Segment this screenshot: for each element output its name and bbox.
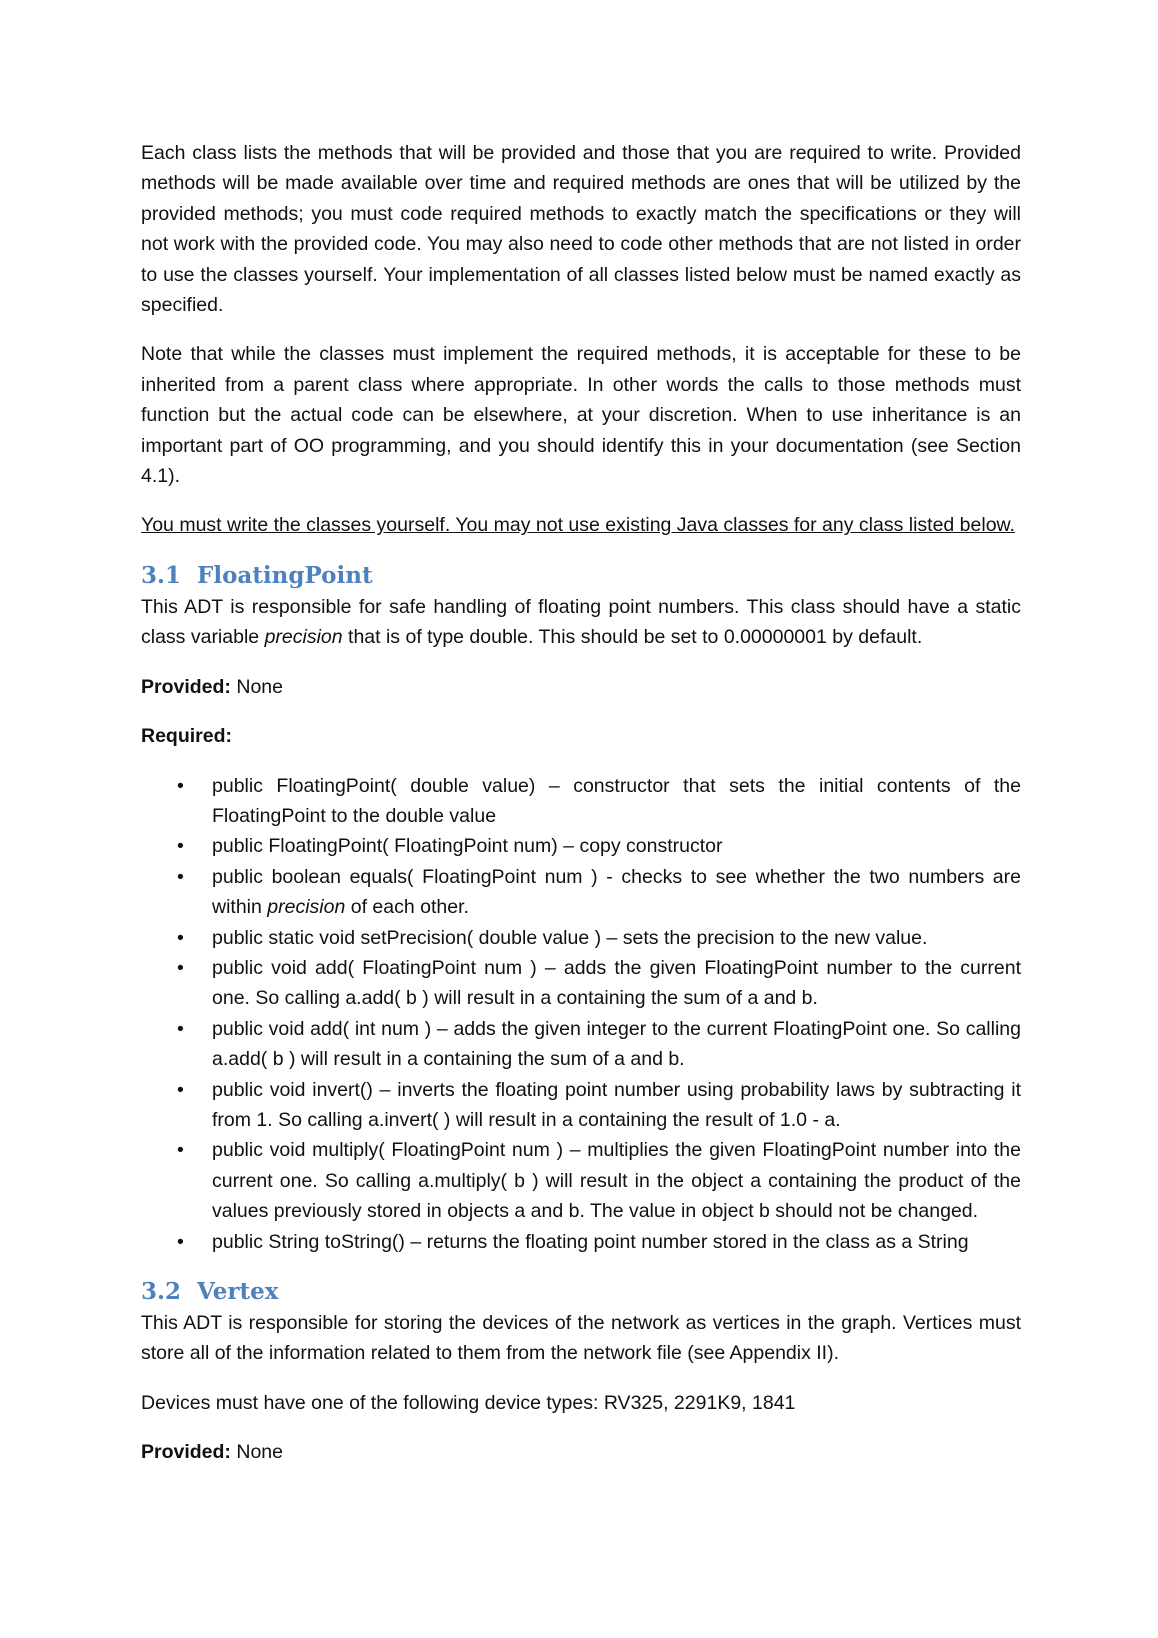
bullet-icon: • bbox=[177, 1078, 184, 1101]
section-title: Vertex bbox=[197, 1278, 279, 1305]
bullet-icon: • bbox=[177, 865, 184, 888]
section-title: FloatingPoint bbox=[197, 561, 373, 589]
list-item bbox=[141, 923, 1021, 953]
list-item bbox=[141, 862, 1021, 923]
list-item bbox=[141, 771, 1021, 832]
section-heading-floatingpoint bbox=[141, 560, 1021, 592]
required-line bbox=[141, 721, 1021, 751]
required-methods-list bbox=[141, 771, 1021, 1258]
intro-paragraph-1: Each class lists the methods that will be provided and those that you are required to write. Provided methods will be made available over time and required methods are ones that will be utilized by the provided methods; you must code required methods to exactly match the specifications or they will not work with the provided code. You may also need to code other methods that are not listed in order to use the classes yourself. Your implementation of all classes listed below must be named exactly as specified. bbox=[141, 142, 1021, 317]
description-text: This ADT is responsible for safe handling of floating point numbers. This class should have a static class variable bbox=[141, 595, 1021, 649]
bullet-icon: • bbox=[177, 956, 184, 979]
emphasis-text: precision bbox=[264, 626, 343, 649]
document-page bbox=[141, 138, 1021, 1487]
bullet-icon: • bbox=[177, 1017, 184, 1040]
provided-value: None bbox=[230, 1441, 283, 1464]
section-description bbox=[141, 592, 1021, 653]
section-description: This ADT is responsible for storing the devices of the network as vertices in the graph. Vertices must store all of the information related to them from the network file (see Appendix II). bbox=[141, 1312, 1021, 1365]
provided-label: Provided: bbox=[141, 1441, 231, 1464]
section-number: 3.2 bbox=[141, 1278, 182, 1305]
bullet-icon: • bbox=[177, 926, 184, 949]
list-item-text: public void invert() – inverts the floating point number using probability laws by subtracting it from 1. So calling a.invert( ) will result in a containing the result of 1.0 - a. bbox=[212, 1078, 1021, 1131]
list-item-text: of each other. bbox=[345, 896, 469, 919]
provided-line bbox=[141, 672, 1021, 702]
list-item-text: public String toString() – returns the floating point number stored in the class as a String bbox=[212, 1230, 969, 1253]
list-item-text: public FloatingPoint( FloatingPoint num) – copy constructor bbox=[212, 835, 723, 858]
list-item bbox=[141, 1227, 1021, 1257]
intro-paragraph-3: You must write the classes yourself. You may not use existing Java classes for any class listed below. bbox=[141, 514, 1015, 537]
device-types-line: Devices must have one of the following device types: RV325, 2291K9, 1841 bbox=[141, 1391, 796, 1414]
provided-line bbox=[141, 1437, 1021, 1467]
list-item-text: public static void setPrecision( double value ) – sets the precision to the new value. bbox=[212, 926, 928, 949]
list-item-text: public void multiply( FloatingPoint num ) – multiplies the given FloatingPoint number into the current one. So calling a.multiply( b ) will result in the object a containing the product of the values previously stored in objects a and b. The value in object b should not be changed. bbox=[212, 1139, 1021, 1223]
bullet-icon: • bbox=[177, 1139, 184, 1162]
list-item-text: public boolean equals( FloatingPoint num ) - checks to see whether the two numbers are within bbox=[212, 865, 1021, 919]
section-number: 3.1 bbox=[141, 561, 182, 589]
list-item bbox=[141, 953, 1021, 1014]
provided-label: Provided: bbox=[141, 675, 231, 698]
bullet-icon: • bbox=[177, 774, 184, 797]
description-text: that is of type double. This should be set to 0.00000001 by default. bbox=[342, 626, 923, 649]
emphasis-text: precision bbox=[267, 896, 346, 919]
section-heading-vertex bbox=[141, 1276, 1021, 1308]
list-item-text: public FloatingPoint( double value) – constructor that sets the initial contents of the FloatingPoint to the double value bbox=[212, 774, 1021, 827]
required-label: Required: bbox=[141, 725, 233, 748]
bullet-icon: • bbox=[177, 1230, 184, 1253]
list-item bbox=[141, 831, 1021, 861]
bullet-icon: • bbox=[177, 835, 184, 858]
list-item bbox=[141, 1075, 1021, 1136]
intro-paragraph-2: Note that while the classes must implement the required methods, it is acceptable for these to be inherited from a parent class where appropriate. In other words the calls to those methods must function but the actual code can be elsewhere, at your discretion. When to use inheritance is an important part of OO programming, and you should identify this in your documentation (see Section 4.1). bbox=[141, 343, 1021, 488]
list-item bbox=[141, 1135, 1021, 1226]
list-item bbox=[141, 1014, 1021, 1075]
list-item-text: public void add( FloatingPoint num ) – adds the given FloatingPoint number to the current one. So calling a.add( b ) will result in a containing the sum of a and b. bbox=[212, 956, 1021, 1010]
provided-value: None bbox=[230, 675, 283, 698]
list-item-text: public void add( int num ) – adds the given integer to the current FloatingPoint one. So calling a.add( b ) will result in a containing the sum of a and b. bbox=[212, 1017, 1021, 1071]
